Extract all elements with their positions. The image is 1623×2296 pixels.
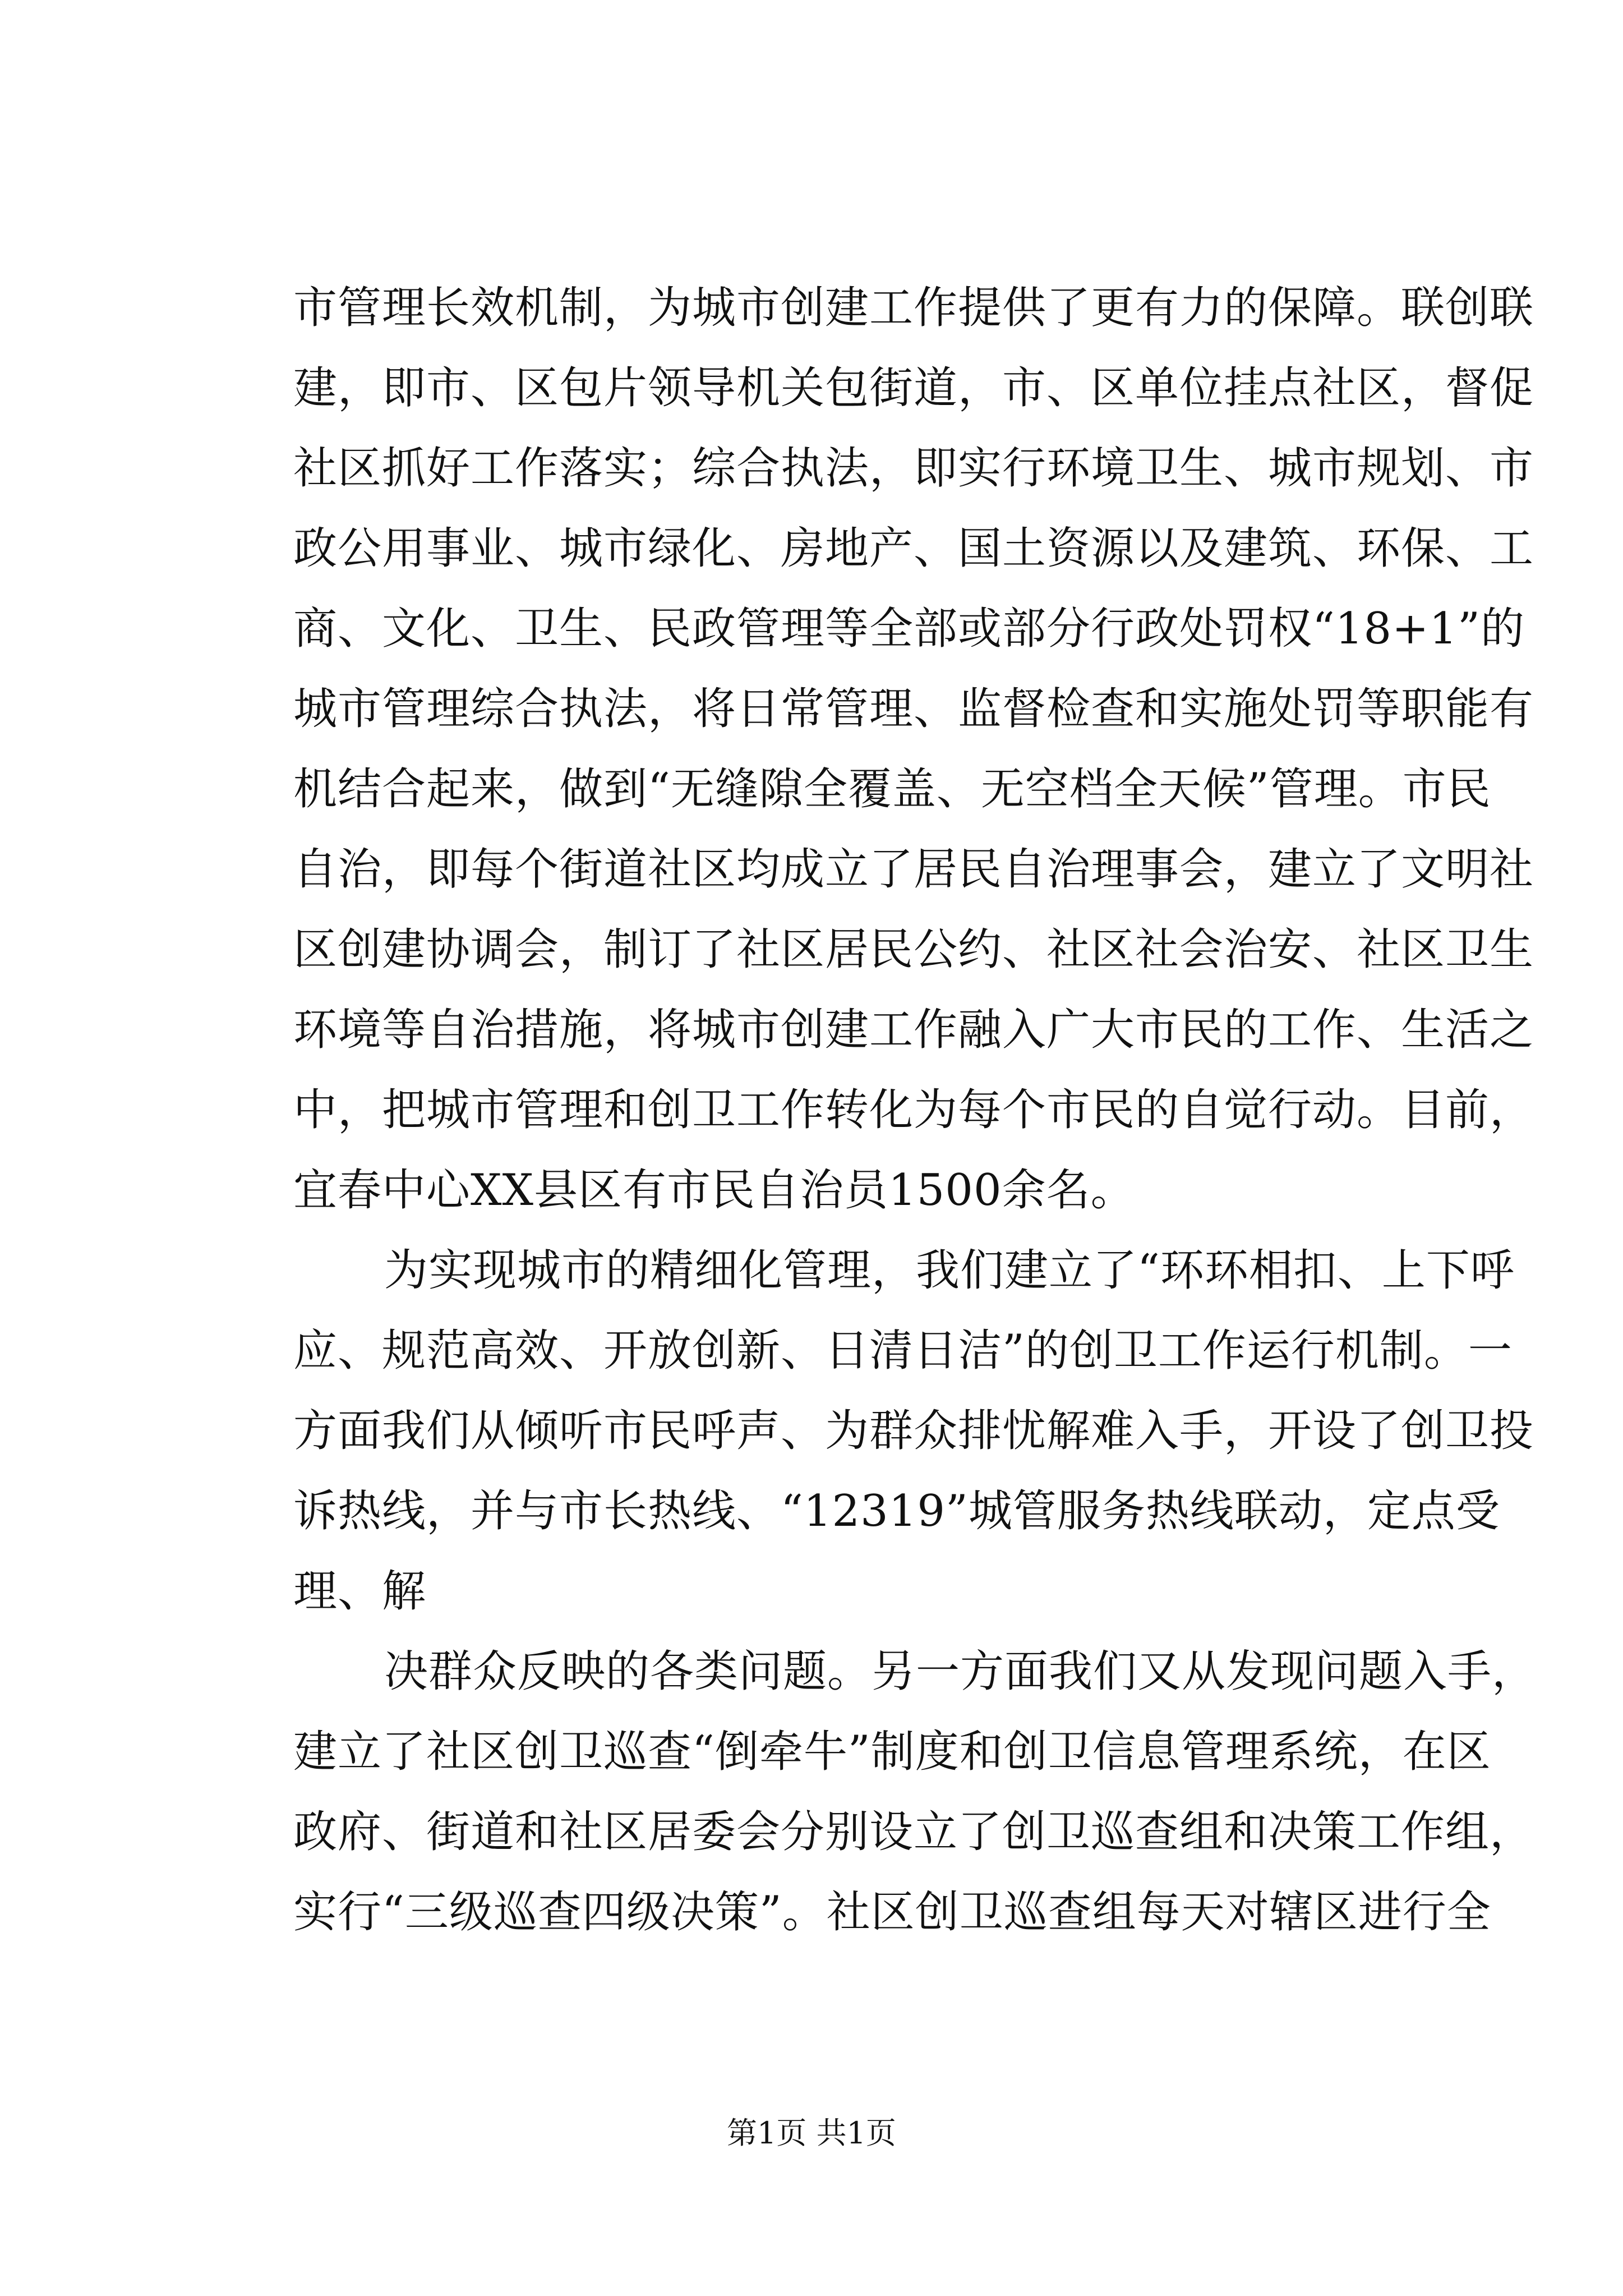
text-line: 城市管理综合执法，将日常管理、监督检查和实施处罚等职能有 [293,684,1534,734]
text-line: 社区抓好工作落实；综合执法，即实行环境卫生、城市规划、市 [293,443,1534,494]
text-line: 宜春中心XX县区有市民自治员1500余名。 [293,1165,1135,1216]
text-line: 自治，即每个街道社区均成立了居民自治理事会，建立了文明社 [293,844,1534,895]
text-line: 实行“三级巡查四级决策”。社区创卫巡查组每天对辖区进行全 [293,1887,1491,1938]
document-body [293,268,1537,1953]
text-line: 中，把城市管理和创卫工作转化为每个市民的自觉行动。目前， [293,1085,1534,1135]
text-line-indented [293,1231,1515,1311]
text-line-content: 决群众反映的各类问题。另一方面我们又从发现问题入手， [384,1646,1537,1697]
paragraph-2 [293,1231,1534,1632]
text-line-indented [293,1632,1537,1712]
text-line: 应、规范高效、开放创新、日清日洁”的创卫工作运行机制。一 [293,1326,1513,1376]
text-line: 理、解 [293,1566,427,1617]
text-line: 建立了社区创卫巡查“倒牵牛”制度和创卫信息管理系统，在区 [293,1727,1491,1777]
paragraph-1 [293,268,1534,1231]
text-line: 区创建协调会，制订了社区居民公约、社区社会治安、社区卫生 [293,924,1534,975]
page-number-footer: 第1页 共1页 [727,2115,896,2151]
text-line: 政公用事业、城市绿化、房地产、国土资源以及建筑、环保、工 [293,523,1534,574]
paragraph-3 [293,1632,1537,1953]
text-line: 诉热线，并与市长热线、“12319”城管服务热线联动，定点受 [293,1486,1500,1536]
text-line: 政府、街道和社区居委会分别设立了创卫巡查组和决策工作组， [293,1807,1534,1857]
text-line: 商、文化、卫生、民政管理等全部或部分行政处罚权“18+1”的 [293,604,1525,654]
text-line: 建，即市、区包片领导机关包街道，市、区单位挂点社区，督促 [293,363,1534,413]
text-line: 方面我们从倾听市民呼声、为群众排忧解难入手，开设了创卫投 [293,1406,1534,1456]
text-line: 环境等自治措施，将城市创建工作融入广大市民的工作、生活之 [293,1005,1534,1055]
text-line: 市管理长效机制，为城市创建工作提供了更有力的保障。联创联 [293,283,1534,333]
text-line-content: 为实现城市的精细化管理，我们建立了“环环相扣、上下呼 [384,1245,1515,1296]
text-line: 机结合起来，做到“无缝隙全覆盖、无空档全天候”管理。市民 [293,764,1491,815]
